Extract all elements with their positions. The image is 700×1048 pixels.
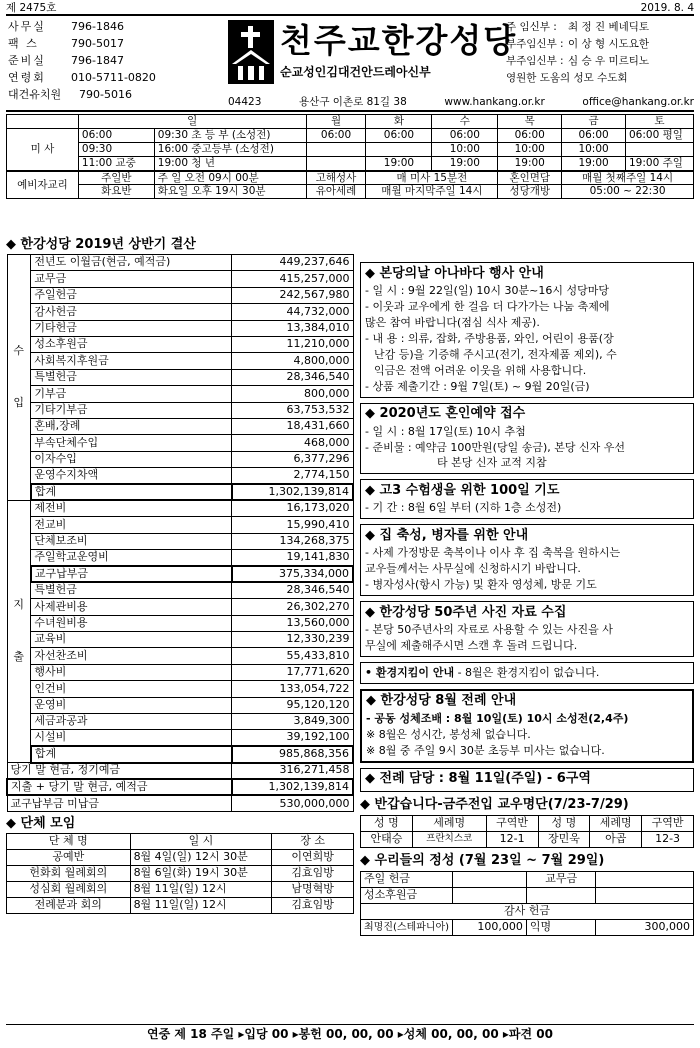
table-row: 성소후원금 bbox=[361, 887, 694, 903]
expense-label: 지 출 bbox=[7, 500, 31, 762]
welcome-header: 성 명 세례명 구역반 성 명 세례명 구역반 bbox=[361, 815, 694, 831]
notice-environment: • 환경지킴이 안내 - 8월은 환경지킴이 없습니다. bbox=[360, 662, 694, 684]
welcome-table bbox=[360, 815, 694, 848]
table-row: 주일 헌금 교무금 bbox=[361, 871, 694, 887]
table-row: 성심회 월례회의 8월 11일(일) 12시 남명혁방 bbox=[7, 882, 354, 898]
table-row: 행사비 17,771,620 bbox=[7, 664, 353, 680]
summary-row: 당기 말 현금, 정기예금 316,271,458 bbox=[7, 763, 353, 779]
mass-label: 미 사 bbox=[7, 129, 79, 171]
issue-number: 제 2475호 bbox=[6, 2, 57, 14]
table-row: 운영수지차액 2,774,150 bbox=[7, 468, 353, 484]
table-row: 운영비 95,120,120 bbox=[7, 697, 353, 713]
issue-date: 2019. 8. 4 bbox=[640, 2, 694, 14]
table-row: 감사 헌금 bbox=[361, 903, 694, 919]
notice-exam-prayer: ◆ 고3 수험생을 위한 100일 기도 - 기 간 : 8월 6일 부터 (지하 1층 소성전) bbox=[360, 479, 694, 519]
contact-row: 대건유치원 790-5016 bbox=[8, 88, 132, 102]
table-row: 특별헌금 28,346,540 bbox=[7, 582, 353, 598]
summary-row: 지출 + 당기 말 현금, 예적금 1,302,139,814 bbox=[7, 779, 353, 795]
table-row: 부속단체수입 468,000 bbox=[7, 435, 353, 451]
notice-title: ◆ 고3 수험생을 위한 100일 기도 bbox=[365, 482, 560, 498]
notice-title: ◆ 한강성당 8월 전례 안내 bbox=[366, 693, 517, 709]
notice-title: ◆ 전례 담당 : 8월 11일(주일) - 6구역 bbox=[365, 771, 591, 787]
table-row: 기부금 800,000 bbox=[7, 386, 353, 402]
table-row: 혼배,장례 18,431,660 bbox=[7, 418, 353, 434]
clergy-row: 주 임신부 : 최 정 진 베네딕토 bbox=[506, 21, 650, 34]
table-row: 교무금 415,257,000 bbox=[7, 271, 353, 287]
finance-title: ◆ 한강성당 2019년 상반기 결산 bbox=[6, 236, 196, 252]
table-row: 수 입 전년도 이월금(현금, 예적금) 449,237,646 bbox=[7, 255, 353, 271]
notice-blessing: ◆ 집 축성, 병자를 위한 안내 - 사제 가정방문 축복이나 이사 후 집 축복을 원하시는 교우들께서는 사무실에 신청하시기 바랍니다. - 병자성사(항시 가능) 및 환자 영성체, 방문 기도 bbox=[360, 524, 694, 596]
table-row: 감사헌금 44,732,000 bbox=[7, 304, 353, 320]
table-row: 인건비 133,054,722 bbox=[7, 681, 353, 697]
address: 용산구 이촌로 81길 38 bbox=[299, 96, 407, 108]
clergy-row: 부주임신부 : 심 승 우 미르티노 bbox=[506, 55, 650, 68]
clergy-row: 부주임신부 : 이 상 형 시도요한 bbox=[506, 38, 650, 51]
groups-title: ◆ 단체 모임 bbox=[6, 815, 76, 831]
table-row: 최명진(스테파니아) 100,000 익명 300,000 bbox=[361, 919, 694, 935]
table-row: 세금과공과 3,849,300 bbox=[7, 713, 353, 729]
table-row: 교육비 12,330,239 bbox=[7, 631, 353, 647]
contact-row: 팩 스 790-5017 bbox=[8, 37, 124, 51]
table-row: 화요반 화요일 오후 19시 30분 유아세례 매월 마지막주일 14시 성당개방 05:00 ~ 22:30 bbox=[7, 185, 694, 199]
schedule-header: 일 월 화 수 목 금 토 bbox=[7, 115, 694, 129]
catechism-label: 예비자교리 bbox=[7, 171, 79, 199]
schedule-table bbox=[6, 114, 694, 199]
table-row: 주일학교운영비 19,141,830 bbox=[7, 550, 353, 566]
table-row: 미 사 06:00 09:30 초 등 부 (소성전) 06:00 06:00 06:00 06:00 06:00 06:00 평일 bbox=[7, 129, 694, 143]
website-link[interactable]: www.hankang.or.kr bbox=[444, 96, 545, 108]
table-row: 지 출 제전비 16,173,020 bbox=[7, 500, 353, 516]
groups-header: 단 체 명 일 시 장 소 bbox=[7, 834, 354, 850]
offering-table bbox=[360, 871, 694, 936]
groups-table bbox=[6, 833, 354, 914]
table-row: 헌화회 월례회의 8월 6일(화) 19시 30분 김효임방 bbox=[7, 866, 354, 882]
table-row: 수녀원비용 13,560,000 bbox=[7, 615, 353, 631]
divider bbox=[6, 110, 694, 112]
masthead-top bbox=[6, 2, 694, 12]
notice-duty bbox=[360, 768, 694, 792]
table-row: 교구납부금 375,334,000 bbox=[7, 566, 353, 582]
summary-row: 교구납부금 미납금 530,000,000 bbox=[7, 795, 353, 811]
address-bar bbox=[228, 96, 694, 108]
income-total-row: 합계 1,302,139,814 bbox=[7, 484, 353, 500]
contact-row: 연령회 010-5711-0820 bbox=[8, 71, 156, 85]
clergy-list bbox=[506, 19, 696, 87]
table-row: 전례분과 회의 8월 11일(일) 12시 김효임방 bbox=[7, 898, 354, 914]
church-patron: 순교성인김대건안드레아신부 bbox=[280, 65, 431, 79]
table-row: 성소후원금 11,210,000 bbox=[7, 336, 353, 352]
table-row: 공예반 8월 4일(일) 12시 30분 이연희방 bbox=[7, 850, 354, 866]
table-row: 사제관비용 26,302,270 bbox=[7, 599, 353, 615]
divider bbox=[6, 14, 694, 16]
expense-total-row: 합계 985,868,356 bbox=[7, 746, 353, 762]
notice-title: ◆ 한강성당 50주년 사진 자료 수집 bbox=[365, 604, 567, 620]
clergy-row: 영원한 도움의 성모 수도회 bbox=[506, 72, 628, 85]
notice-title: ◆ 집 축성, 병자를 위한 안내 bbox=[365, 527, 529, 543]
table-row: 전교비 15,990,410 bbox=[7, 517, 353, 533]
table-row: 특별헌금 28,346,540 bbox=[7, 369, 353, 385]
table-row: 사회복지후원금 4,800,000 bbox=[7, 353, 353, 369]
contact-list bbox=[8, 19, 218, 104]
contact-row: 사무실 796-1846 bbox=[8, 20, 124, 34]
welcome-title: ◆ 반갑습니다-금주전입 교우명단(7/23-7/29) bbox=[360, 797, 629, 813]
notice-liturgy: ◆ 한강성당 8월 전례 안내 - 공동 성체조배 : 8월 10일(토) 10시 소성전(2,4주) ※ 8월은 성시간, 봉성체 없습니다. ※ 8월 중 주일 9시 30분 초등부 미사는 없습니다. bbox=[360, 689, 694, 763]
notice-wedding: ◆ 2020년도 혼인예약 접수 - 일 시 : 8월 17일(토) 10시 추첨 - 준비물 : 예약금 100만원(당일 송금), 본당 신자 우선 타 본당 신자 교적 지참 bbox=[360, 403, 694, 475]
church-icon bbox=[228, 20, 274, 84]
left-column bbox=[6, 236, 354, 914]
table-row: 11:00 교중 19:00 청 년 19:00 19:00 19:00 19:00 19:00 주일 bbox=[7, 157, 694, 171]
notice-feast-day: ◆ 본당의날 아나바다 행사 안내 - 일 시 : 9월 22일(일) 10시 30분~16시 성당마당 - 이웃과 교우에게 한 걸음 더 다가가는 나눔 축제에 많은 참여 바랍니다(점심 식사 제공). - 내 용 : 의류, 잡화, 주방용품, 와인, 어린이 용품(장 난감 등)을 기증해 주시고(전기, 전자제품 제외), 수 익금은 전액 어려운 이웃을 위해 사용합니다. - 상품 제출기간 : 9월 7일(토) ~ 9월 20일(금) bbox=[360, 262, 694, 398]
table-row: 예비자교리 주일반 주 일 오전 09시 00분 고해성사 매 미사 15분전 혼인면담 매월 첫째주일 14시 bbox=[7, 171, 694, 185]
notice-title: ◆ 본당의날 아나바다 행사 안내 bbox=[365, 265, 544, 281]
church-name: 천주교한강성당 bbox=[280, 21, 518, 60]
notice-photo: ◆ 한강성당 50주년 사진 자료 수집 - 본당 50주년사의 자료로 사용할 수 있는 사진을 사 무실에 제출해주시면 스캔 후 돌려 드립니다. bbox=[360, 601, 694, 657]
notice-title: ◆ 2020년도 혼인예약 접수 bbox=[365, 406, 526, 422]
table-row: 단체보조비 134,268,375 bbox=[7, 533, 353, 549]
table-row: 시설비 39,192,100 bbox=[7, 730, 353, 746]
table-row: 안태승 프란치스코 12-1 장민욱 아곱 12-3 bbox=[361, 831, 694, 847]
income-label: 수 입 bbox=[7, 255, 31, 501]
table-row: 기타헌금 13,384,010 bbox=[7, 320, 353, 336]
postcode: 04423 bbox=[228, 96, 262, 108]
table-row: 기타기부금 63,753,532 bbox=[7, 402, 353, 418]
mass-order-footer: 연중 제 18 주일 ▸입당 00 ▸봉헌 00, 00, 00 ▸성체 00, 00, 00 ▸파견 00 bbox=[147, 1027, 553, 1041]
right-column bbox=[360, 262, 694, 936]
table-row: 자선찬조비 55,433,810 bbox=[7, 648, 353, 664]
table-row: 09:30 16:00 중고등부 (소성전) 10:00 10:00 10:00 bbox=[7, 143, 694, 157]
table-row: 주일헌금 242,567,980 bbox=[7, 287, 353, 303]
offering-title: ◆ 우리들의 정성 (7월 23일 ~ 7월 29일) bbox=[360, 853, 605, 869]
contact-row: 준비실 796-1847 bbox=[8, 54, 124, 68]
church-logo bbox=[228, 20, 518, 98]
email-link[interactable]: office@hankang.or.kr bbox=[582, 96, 694, 108]
divider bbox=[6, 1024, 694, 1025]
table-row: 이자수입 6,377,296 bbox=[7, 451, 353, 467]
finance-table bbox=[6, 254, 354, 812]
